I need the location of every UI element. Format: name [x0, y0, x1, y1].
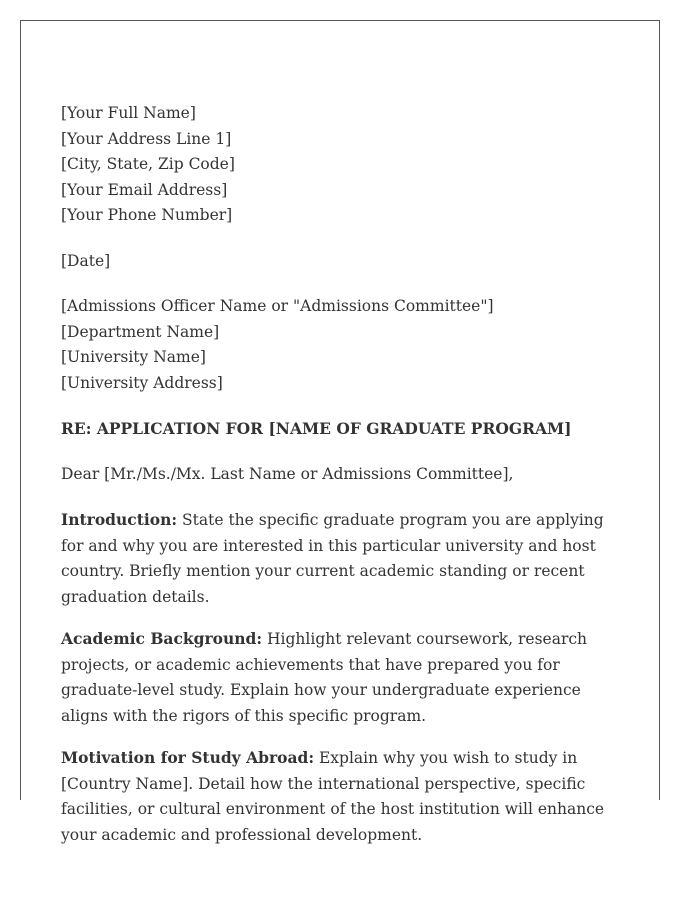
- paragraph-introduction: [61, 507, 621, 610]
- paragraph-academic-background: [61, 626, 621, 729]
- paragraph-heading: Motivation for Study Abroad:: [61, 748, 315, 767]
- paragraph-heading: Introduction:: [61, 510, 178, 529]
- subject-line: RE: APPLICATION FOR [NAME OF GRADUATE PROGRAM]: [61, 419, 572, 438]
- letter-date: [Date]: [61, 251, 111, 270]
- recipient-address: [University Address]: [61, 373, 223, 392]
- sender-block: [61, 101, 621, 229]
- recipient-university: [University Name]: [61, 348, 206, 366]
- paragraph-heading: Academic Background:: [61, 629, 263, 648]
- sender-city: [City, State, Zip Code]: [61, 155, 235, 173]
- document-page: [20, 20, 660, 844]
- sender-name: [Your Full Name]: [61, 104, 196, 122]
- sender-address: [Your Address Line 1]: [61, 129, 232, 148]
- letter-body: [61, 101, 621, 864]
- paragraph-text: Explain why you wish to study in [Country Name]. Detail how the international perspective, specific facilities, or cultural environment of the host institution will enhance your academic and professional development.: [61, 749, 605, 844]
- sender-email: [Your Email Address]: [61, 180, 228, 199]
- recipient-department: [Department Name]: [61, 322, 220, 341]
- paragraph-motivation: [61, 745, 621, 848]
- salutation: Dear [Mr./Ms./Mx. Last Name or Admissions Committee],: [61, 464, 514, 483]
- recipient-block: [61, 294, 621, 396]
- sender-phone: [Your Phone Number]: [61, 206, 233, 224]
- paragraph-text: Highlight relevant coursework, research projects, or academic achievements that have prepared you for graduate-level study. Explain how your undergraduate experience aligns with the rigors of this specific program.: [61, 630, 588, 725]
- date-block: [61, 249, 621, 275]
- recipient-officer: [Admissions Officer Name or "Admissions Committee"]: [61, 297, 494, 315]
- paragraph-text: State the specific graduate program you are applying for and why you are interested in this particular university and host country. Briefly mention your current academic standing or recent graduation details.: [61, 511, 604, 606]
